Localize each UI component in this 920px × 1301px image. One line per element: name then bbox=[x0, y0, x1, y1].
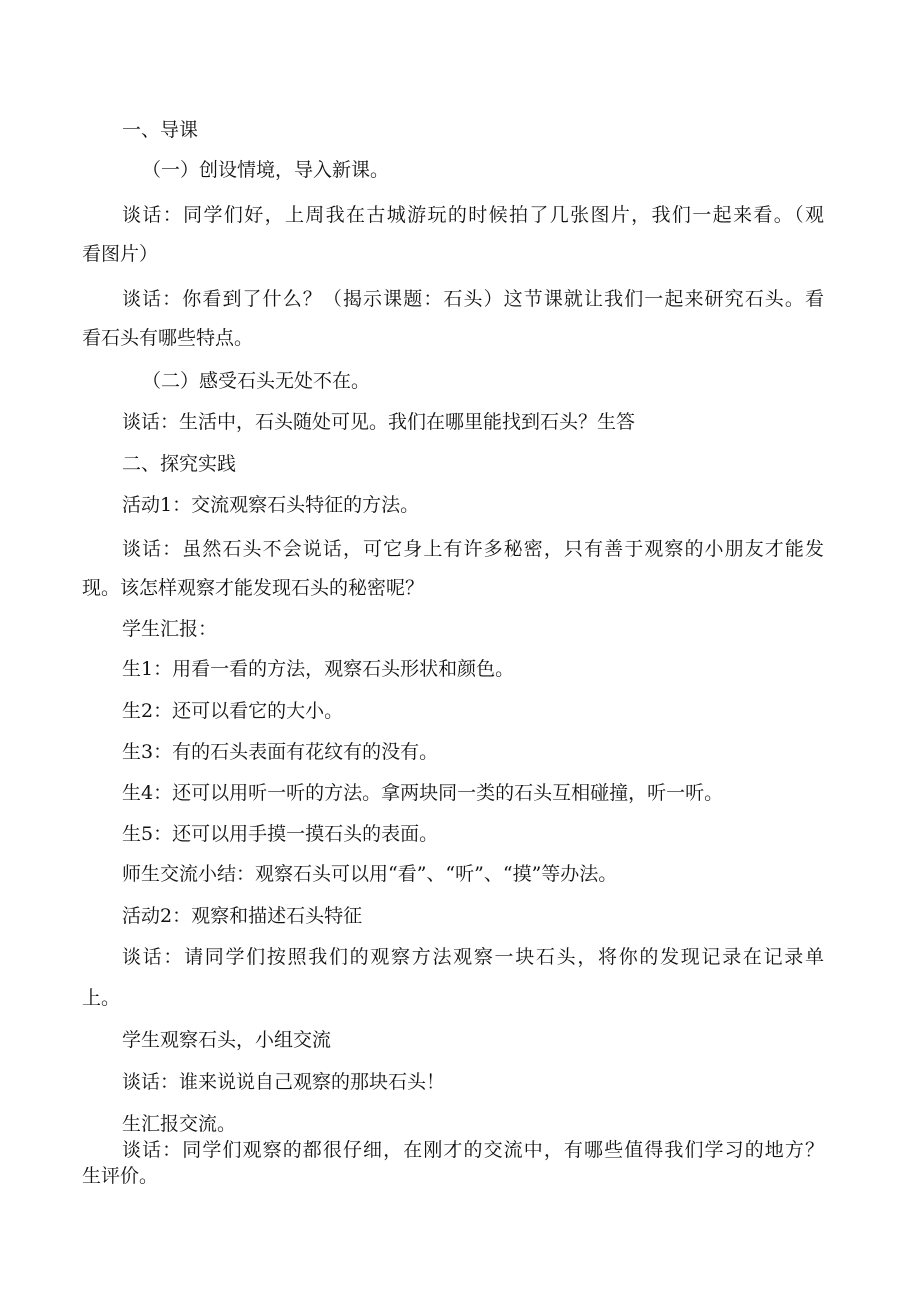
paragraph-line: 现。该怎样观察才能发现石头的秘密呢？ bbox=[82, 577, 425, 599]
summary-line: 师生交流小结：观察石头可以用“看”、“听”、“摸”等办法。 bbox=[122, 863, 618, 885]
paragraph-line: 谈话：同学们观察的都很仔细，在刚才的交流中，有哪些值得我们学习的地方？ bbox=[122, 1139, 824, 1161]
heading-practice: 二、探究实践 bbox=[122, 453, 237, 475]
paragraph-line: 谈话：同学们好，上周我在古城游玩的时候拍了几张图片，我们一起来看。（观 bbox=[122, 204, 824, 226]
paragraph-line: 学生汇报： bbox=[122, 618, 218, 640]
paragraph-line: 生汇报交流。 bbox=[122, 1113, 237, 1135]
paragraph-line: 看图片） bbox=[82, 243, 159, 265]
paragraph-line: 谈话：请同学们按照我们的观察方法观察一块石头，将你的发现记录在记录单 bbox=[122, 946, 824, 968]
paragraph-line: 上。 bbox=[82, 987, 121, 1009]
subheading-2: （二）感受石头无处不在。 bbox=[142, 370, 371, 392]
paragraph-line: 生评价。 bbox=[82, 1165, 159, 1187]
heading-intro: 一、导课 bbox=[122, 119, 199, 141]
student-answer: 生1：用看一看的方法，观察石头形状和颜色。 bbox=[122, 658, 515, 680]
student-answer: 生3：有的石头表面有花纹有的没有。 bbox=[122, 741, 439, 763]
student-answer: 生2：还可以看它的大小。 bbox=[122, 700, 344, 722]
student-answer: 生5：还可以用手摸一摸石头的表面。 bbox=[122, 823, 439, 845]
paragraph-line: 谈话：生活中，石头随处可见。我们在哪里能找到石头？生答 bbox=[122, 411, 636, 433]
activity-2-title: 活动2：观察和描述石头特征 bbox=[122, 905, 363, 927]
paragraph-line: 谈话：谁来说说自己观察的那块石头！ bbox=[122, 1071, 446, 1093]
student-answer: 生4：还可以用听一听的方法。拿两块同一类的石头互相碰撞，听一听。 bbox=[122, 782, 724, 804]
paragraph-line: 学生观察石头，小组交流 bbox=[122, 1029, 332, 1051]
paragraph-line: 谈话：虽然石头不会说话，可它身上有许多秘密，只有善于观察的小朋友才能发 bbox=[122, 538, 824, 560]
activity-1-title: 活动1：交流观察石头特征的方法。 bbox=[122, 494, 420, 516]
subheading-1: （一）创设情境，导入新课。 bbox=[142, 159, 390, 181]
paragraph-line: 谈话：你看到了什么？（揭示课题：石头）这节课就让我们一起来研究石头。看 bbox=[122, 288, 824, 310]
paragraph-line: 看石头有哪些特点。 bbox=[82, 327, 254, 349]
